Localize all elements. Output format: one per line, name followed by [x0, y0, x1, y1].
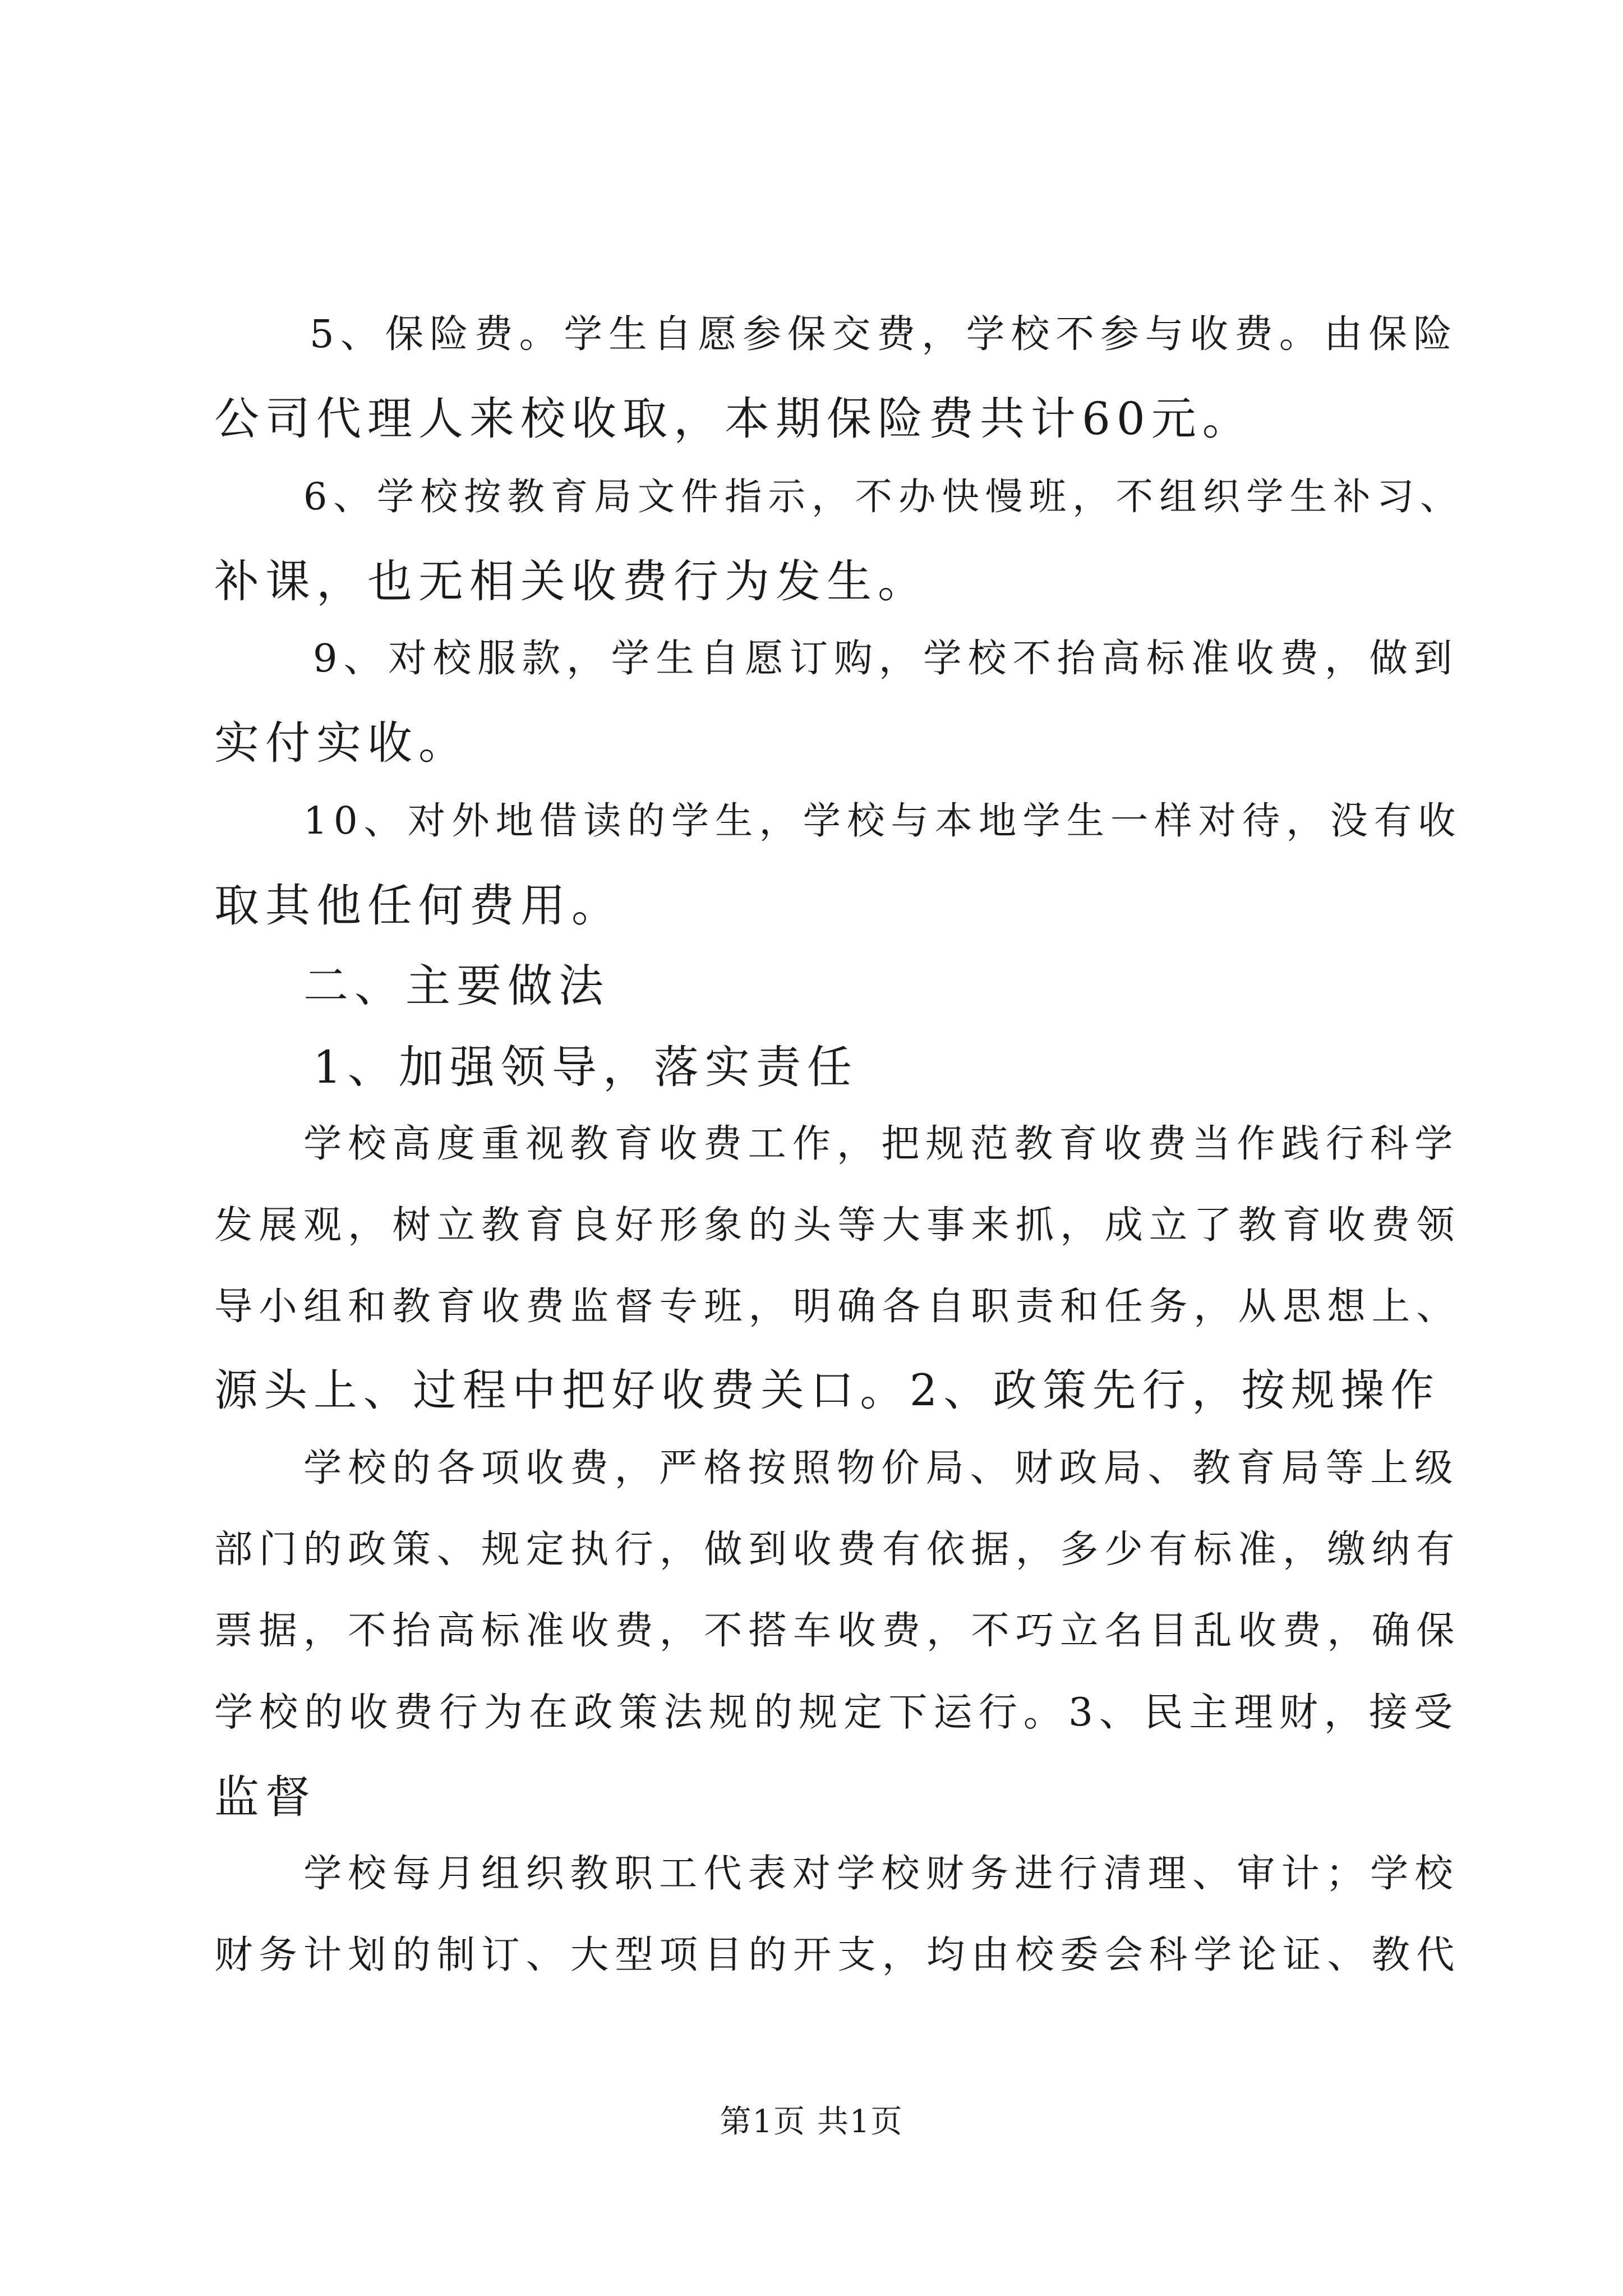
text-line: 公司代理人来校收取，本期保险费共计60元。	[214, 393, 1253, 445]
text-line: 6、学校按教育局文件指示，不办快慢班，不组织学生补习、	[303, 475, 1464, 518]
text-line: 取其他任何费用。	[214, 880, 623, 932]
text-line: 发展观，树立教育良好形象的头等大事来抓，成立了教育收费领	[214, 1203, 1461, 1248]
text-line: 导小组和教育收费监督专班，明确各自职责和任务，从思想上、	[214, 1285, 1461, 1329]
text-line: 财务计划的制订、大型项目的开支，均由校委会科学论证、教代	[214, 1933, 1461, 1977]
text-line: 学校每月组织教职工代表对学校财务进行清理、审计；学校	[303, 1852, 1459, 1896]
subsection-heading: 1、加强领导，落实责任	[313, 1041, 858, 1093]
section-heading: 二、主要做法	[303, 960, 610, 1012]
text-line: 票据，不抬高标准收费，不搭车收费，不巧立名目乱收费，确保	[214, 1609, 1461, 1653]
text-line: 学校的各项收费，严格按照物价局、财政局、教育局等上级	[303, 1446, 1459, 1490]
text-line: 5、保险费。学生自愿参保交费，学校不参与收费。由保险	[310, 312, 1458, 357]
text-line: 补课，也无相关收费行为发生。	[214, 555, 929, 608]
text-line: 监督	[214, 1771, 316, 1823]
text-line: 学校的收费行为在政策法规的规定下运行。3、民主理财，接受	[214, 1690, 1459, 1735]
text-line: 9、对校服款，学生自愿订购，学校不抬高标准收费，做到	[313, 636, 1459, 681]
text-line: 实付实收。	[214, 717, 469, 769]
text-line: 10、对外地借读的学生，学校与本地学生一样对待，没有收	[303, 799, 1462, 843]
text-line: 学校高度重视教育收费工作，把规范教育收费当作践行科学	[303, 1122, 1459, 1166]
text-line: 部门的政策、规定执行，做到收费有依据，多少有标准，缴纳有	[214, 1527, 1461, 1572]
page-footer: 第1页 共1页	[720, 2104, 903, 2140]
text-line: 源头上、过程中把好收费关口。2、政策先行，按规操作	[214, 1365, 1440, 1416]
